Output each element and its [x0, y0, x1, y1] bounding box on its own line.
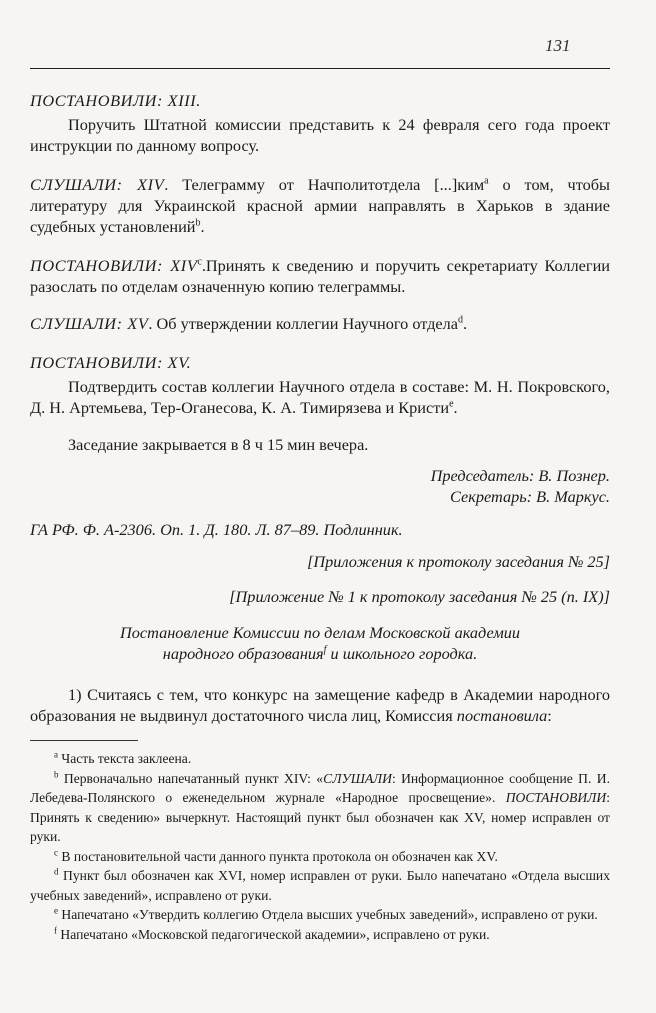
resolution-title: Постановление Комиссии по делам Московской академии народного образования$^f$ и школьного городка.: [120, 623, 520, 663]
closing-line: Заседание закрывается в 8 ч 15 мин вечера.: [68, 435, 369, 454]
archive-reference: ГА РФ. Ф. А-2306. Оп. 1. Д. 180. Л. 87–89. Подлинник.: [30, 520, 403, 539]
resolution-xv-label: ПОСТАНОВИЛИ: XV.: [30, 353, 192, 372]
footnote-f: $^f$ Напечатано «Московской педагогической академии», исправлено от руки.: [54, 924, 490, 942]
resolution-xiii-label: ПОСТАНОВИЛИ: XIII.: [30, 91, 201, 110]
document-body: [30, 90, 610, 944]
footnote-mark-d: d: [458, 314, 464, 326]
footnote-b: $^b$ Первоначально напечатанный пункт XIV: «СЛУШАЛИ: Информационное сообщение П. И. Лебедева-Полянского о еженедельном журнале «Народное просвещение». ПОСТАНОВИЛИ: Принять к сведению» вычеркнут. Настоящий пункт был обозначен как XV, номер исправлен от руки.: [30, 768, 610, 844]
resolution-xiv: ПОСТАНОВИЛИ: XIV$^c$.Принять к сведению и поручить секретариату Коллегии разослать по отделам означенную копию телеграммы.: [30, 256, 610, 296]
hearing-xv-label: СЛУШАЛИ: XV: [30, 314, 149, 333]
footnote-d: $^d$ Пункт был обозначен как XVI, номер исправлен от руки. Было напечатано «Отдела высших учебных заведений», исправлено от руки.: [30, 866, 610, 903]
footnote-mark-e: e: [449, 398, 454, 410]
appendix-1-title: [Приложение № 1 к протоколу заседания № 25 (п. IX)]: [229, 587, 610, 606]
secretary-signature: Секретарь: В. Маркус.: [450, 487, 610, 506]
resolution-xv-text: Подтвердить состав коллегии Научного отдела в составе: М. Н. Покровского, Д. Н. Артемьева, Тер-Оганесова, К. А. Тимирязева и Кристи$^e$.: [30, 377, 610, 417]
hearing-xv: СЛУШАЛИ: XV. Об утверждении коллегии Научного отдела$^d$.: [30, 314, 468, 333]
footnote-mark-a: a: [484, 175, 489, 187]
resolution-xiv-label: ПОСТАНОВИЛИ: XIV: [30, 256, 198, 275]
resolution-xiii-text: Поручить Штатной комиссии представить к 24 февраля сего года проект инструкции по данному вопросу.: [30, 115, 610, 155]
footnote-e: $^e$ Напечатано «Утвердить коллегию Отдела высших учебных заведений», исправлено от руки.: [54, 905, 598, 922]
hearing-xiv-label: СЛУШАЛИ: XIV: [30, 175, 165, 194]
footnote-a: $^a$ Часть текста заклеена.: [54, 749, 192, 766]
footnote-mark-c: c: [197, 256, 202, 268]
footnotes: [30, 749, 610, 944]
chair-signature: Председатель: В. Познер.: [430, 466, 610, 485]
footnote-mark-f: f: [323, 644, 327, 656]
item-1: 1) Считаясь с тем, что конкурс на замещение кафедр в Академии народного образования не выдвинул достаточного числа лиц, Комиссия постановила:: [30, 685, 610, 725]
page-number: 131: [545, 36, 571, 55]
footnote-c: $^c$ В постановительной части данного пункта протокола он обозначен как XV.: [54, 846, 498, 864]
hearing-xiv: СЛУШАЛИ: XIV. Телеграмму от Начполитотдела [...]ким$^a$ о том, чтобы литературу для Украинской красной армии направлять в Харьков в здание судебных установлений$^b$.: [30, 175, 610, 236]
header-rule: [30, 68, 610, 69]
appendix-title: [Приложения к протоколу заседания № 25]: [307, 552, 610, 571]
footnote-rule: [30, 740, 138, 741]
footnote-mark-b: b: [195, 217, 201, 229]
